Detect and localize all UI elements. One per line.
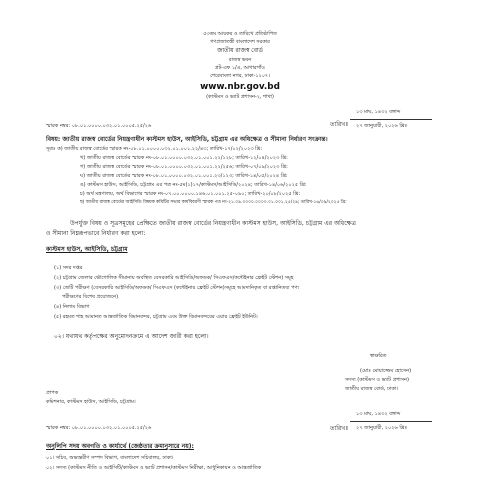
copy-item: ০২। সদস্য (কাস্টমস নীতি ও আইসিটি/কাস্টমস ও ভ্যাট প্রশাসন/কাস্টমস নিরীক্ষা, আধুনিকায়ন ও আন্তর্জাতিক [46, 465, 262, 471]
header-government: গণপ্রজাতন্ত্রী বাংলাদেশ সরকার [210, 39, 270, 45]
section-title: কাস্টমস হাউস, আইসিডি, চট্টগ্রাম [46, 246, 128, 253]
header-tagline: ৫৩তম আয়কর ও তারিখে প্রতিষ্ঠাপিত [203, 31, 277, 37]
reference-line: চ) অর্থ মন্ত্রণালয়, অর্থ বিভাগের স্মারক নং-০৭.০০.০০০০.১৪৬.০১.০০১.২৫-০৯০; তারিখ-২০/০৮/২০২৫ খ্রি: [80, 191, 301, 197]
list-item: (২) চট্টগ্রাম জেলার ভৌগোলিক সীমানায় অবস্থিত বেসরকারি আইসিডি/অফডক/ সিএফএস/কন্টেইনার ফ্রেইট স্টেশন) সমূহ [54, 275, 294, 281]
order-paragraph: ০২। যথাযথ কর্তৃপক্ষের অনুমোদনক্রমে এ আদেশ জারী করা হলো। [54, 333, 209, 340]
reference-line: গ) জাতীয় রাজস্ব বোর্ডের স্মারক নং-০৮.০১.০০০০.০৩২.০১.০০১.২২/২৫৬; তারিখ-০৭/০৯/২০২৩ খ্রি: [80, 164, 288, 170]
copy-item: ০১। সচিব, অভ্যন্তরীণ সম্পদ বিভাগ, বাংলাদেশ সচিবালয়, ঢাকা। [46, 455, 174, 461]
copies-title: অনুলিপি সদয় অবগতি ও কার্যার্থে (জেষ্ঠতার ক্রমানুসারে নয়): [46, 443, 194, 450]
reference-line: ঙ) কাস্টমস হাউস, আইসিডি, চট্টগ্রাম এর পত্র নং-৫ম(১)১৭/কাস্টমস/আইসিডি/২০২৪; তারিখ-১৪/০৬/২০২৫ খ্রি: [80, 182, 307, 188]
recipient-label: প্রাপক [46, 390, 59, 396]
recipient-name: কমিশনার, কাস্টমস হাউস, আইসিডি, চট্টগ্রাম। [46, 399, 136, 405]
reference-line: ঘ) জাতীয় রাজস্ব বোর্ডের স্মারক নং-০৮.০১.০০০০.০৩২.০১.০০১.২৩/১২৩; তারিখ-১৪/০৫/২০২৪ খ্রি: [80, 173, 288, 179]
header-wing: (কাস্টমস ও ভ্যাট প্রশাসন-২, শাখা) [206, 94, 274, 100]
signatory-name: (মোঃ মোয়াজ্জেম হোসেন) [360, 368, 412, 374]
memo2-date-bn: ১৩ মাঘ, ১৪৩২ বঙ্গাব্দ [356, 411, 401, 417]
memo2-number: স্মারক নম্বর: ০৮.০১.০০০০.০৩২.০১.০০০৫.২৫/২৬ [46, 425, 152, 431]
list-item: পরীক্ষণের বিশেষ প্রয়োজনে) [62, 294, 119, 300]
signatory-office: জাতীয় রাজস্ব বোর্ড, ঢাকা। [345, 386, 399, 392]
memo2-date-label: তারিখঃ [330, 425, 349, 432]
header-plot: প্লট-এফ ১/এ, আগারগাঁও [215, 65, 265, 71]
reference-line: সূত্রঃ ক) জাতীয় রাজস্ব বোর্ডের স্মারক নং-০৮.০১.০০০০.০৩২.০১.০০১.২২/৪৩; তারিখ-১৭/০২/২০২৩ খ্রি: [46, 146, 263, 152]
date-divider [350, 421, 432, 422]
memo-number: স্মারক নম্বর: ০৮.০১.০০০০.০৩২.০১.০০০৫.২৫/২৬ [46, 123, 152, 129]
memo-date-bn: ১৩ মাঘ, ১৪৩২ বঙ্গাব্দ [356, 109, 401, 115]
list-item: (৫) রহমত শাহ আমানত আন্তর্জাতিক বিমানবন্দর, চট্টগ্রাম এবং উক্ত বিমানবন্দরের এয়ার ফ্রেইট ইউনিট। [54, 314, 258, 320]
list-item: (৩) জেটি পরীক্ষণ (বেসরকারি আইসিডি/অফডক/ সিএফএস (কন্টেইনার ফ্রেইট স্টেশন)সমূহে আমদানিকৃত বা রপ্তানিতব্য পণ্য [54, 285, 299, 291]
reference-line: খ) জাতীয় রাজস্ব বোর্ডের স্মারক নং-০৮.০১.০০০০.০৩২.০১.০০১.২২/১২৮; তারিখ-১২/০৪/২০২৩ খ্রি: [80, 155, 288, 161]
subject-line: বিষয়: জাতীয় রাজস্ব বোর্ডের নিয়ন্ত্রণাধীন কাস্টমস হাউস, আইসিডি, চট্টগ্রাম এর অধিক্ষেত্র ও সীমানা নির্ধারণ সংক্রান্ত। [46, 136, 328, 143]
reference-line: ছ) জাতীয় রাজস্ব বোর্ডের আইসিডি বিষয়ক কমিটির সভার কার্যবিবরণী স্মারক পত্র নং-২১.০৯.০০০০.০০০০.০১.০০১.২৫/২৯; তারিখ-১৬/০৯/২০২৫ খ্রি: [80, 200, 347, 205]
header-building: রাজস্ব ভবন [228, 57, 252, 63]
signatory-designation: সদস্য (কাস্টমস ও ভ্যাট প্রশাসন) [345, 377, 409, 383]
header-board: জাতীয় রাজস্ব বোর্ড [217, 48, 263, 54]
list-item: (৪) নিলাম বিভাগ [54, 304, 90, 310]
signature-label: স্বাক্ষরিত [370, 353, 387, 359]
memo2-date-en: ২৭ জানুয়ারী, ২০২৬ খ্রিঃ [356, 425, 408, 431]
date-divider [350, 119, 432, 120]
memo-date-label: তারিখঃ [330, 121, 349, 128]
header-website-link[interactable]: www.nbr.gov.bd [200, 82, 280, 92]
list-item: (১) সদর দপ্তর [54, 265, 83, 271]
header-area: শেরেবাংলা নগর, ঢাকা-১২০৭। [210, 73, 270, 79]
body-intro: ও সীমানা নিম্নরূপভাবে নির্ধারণ করা হলো: [46, 230, 146, 237]
body-intro: উপর্যুক্ত বিষয় ও সূত্রসমূহের প্রেক্ষিতে জাতীয় রাজস্ব বোর্ডের নিয়ন্ত্রণাধীন কাস্টমস হাউস, আইসিডি, চট্টগ্রাম এর অধিক্ষেত্র [70, 220, 356, 227]
memo-date-en: ২৭ জানুয়ারী, ২০২৬ খ্রিঃ [356, 123, 408, 129]
